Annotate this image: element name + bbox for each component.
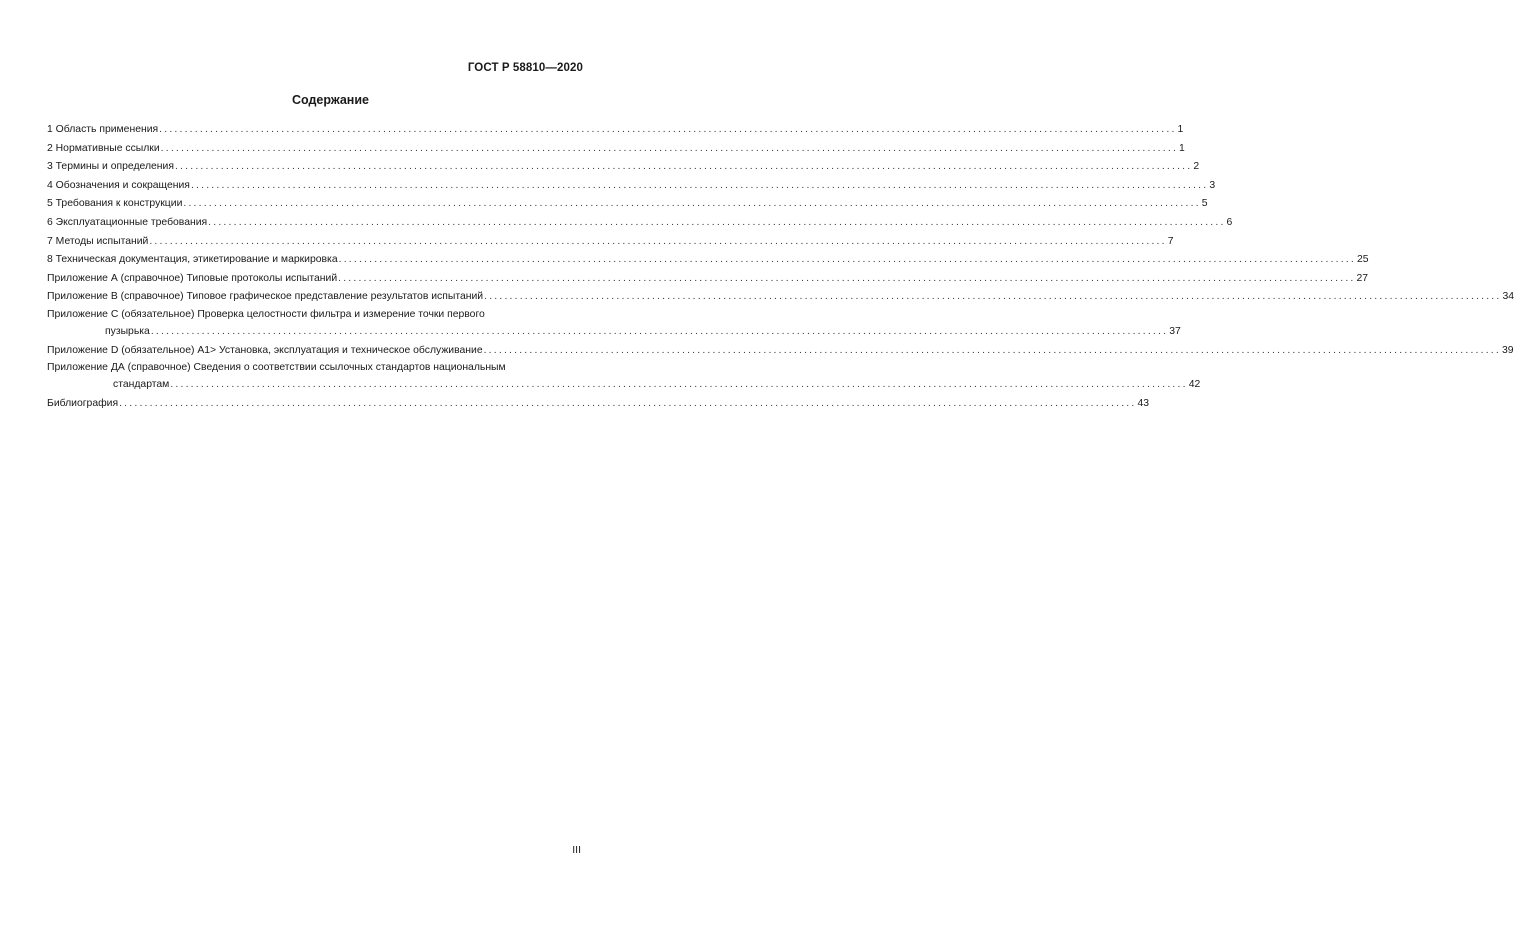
- toc-entry-text: Библиография: [47, 397, 119, 409]
- toc-entry-text: Приложение В (справочное) Типовое графическое представление результатов испытаний: [47, 291, 484, 303]
- leader-dots: ........................................................................................................................................................................................................: [159, 124, 1177, 135]
- toc-entry-text: 1 Область применения: [47, 124, 159, 135]
- toc-entry-page: 25: [1356, 254, 1369, 266]
- leader-dots: ........................................................................................................................................................................................................: [338, 254, 1356, 266]
- toc-entry-text: Приложение ДА (справочное) Сведения о соответствии ссылочных стандартов национальным: [47, 362, 506, 374]
- toc-entry-page: 7: [1167, 235, 1174, 247]
- toc-entry-page: 42: [1188, 379, 1201, 391]
- toc-entry[interactable]: [47, 270, 1369, 289]
- leader-dots: ........................................................................................................................................................................................................: [484, 291, 1502, 303]
- toc-entry[interactable]: [47, 233, 1174, 252]
- toc-entry[interactable]: [47, 214, 1233, 233]
- standard-code: ГОСТ Р 58810—2020: [467, 62, 583, 74]
- toc-entry-text-continued: пузырька: [105, 325, 150, 337]
- leader-dots: ........................................................................................................................................................................................................: [160, 142, 1179, 154]
- leader-dots: ........................................................................................................................................................................................................: [483, 344, 1501, 356]
- leader-dots: ........................................................................................................................................................................................................: [190, 179, 1209, 191]
- toc-entry-text: 2 Нормативные ссылки: [47, 142, 160, 154]
- toc-entry[interactable]: [47, 395, 1150, 414]
- toc-entry-page: 39: [1501, 344, 1514, 356]
- toc-entry[interactable]: [47, 140, 1185, 159]
- toc-entry[interactable]: [47, 177, 1216, 196]
- toc-entry-text: 7 Методы испытаний: [47, 235, 149, 247]
- toc-entry[interactable]: [47, 121, 1184, 140]
- toc-entry-page: 1: [1177, 124, 1184, 135]
- toc-entry-page: 5: [1201, 198, 1208, 210]
- leader-dots: ........................................................................................................................................................................................................: [150, 325, 1169, 337]
- toc-entry-text: 8 Техническая документация, этикетирование и маркировка: [47, 254, 338, 266]
- toc-entry-page: 43: [1137, 397, 1150, 409]
- toc-entry-text: Приложение А (справочное) Типовые протоколы испытаний: [47, 272, 338, 284]
- leader-dots: ........................................................................................................................................................................................................: [208, 216, 1226, 228]
- toc-entry[interactable]: [47, 288, 1514, 307]
- toc-entry-text: 4 Обозначения и сокращения: [47, 179, 190, 191]
- toc-entry-page: 3: [1209, 179, 1216, 191]
- leader-dots: ........................................................................................................................................................................................................: [170, 379, 1188, 391]
- toc-entry[interactable]: [47, 342, 1514, 361]
- leader-dots: ........................................................................................................................................................................................................: [174, 161, 1193, 173]
- toc-entry-text: 5 Требования к конструкции: [47, 198, 183, 210]
- toc-entry-page: 37: [1169, 325, 1181, 337]
- toc-entry-text: 3 Термины и определения: [47, 161, 174, 173]
- toc-entry-page: 27: [1356, 272, 1369, 284]
- table-of-contents: [47, 121, 1514, 413]
- toc-entry-text-continued: стандартам: [113, 379, 170, 391]
- toc-title: Содержание: [291, 93, 369, 107]
- toc-entry[interactable]: [47, 251, 1369, 270]
- toc-entry[interactable]: [47, 158, 1200, 177]
- toc-entry[interactable]: [47, 195, 1208, 214]
- toc-entry[interactable]: [47, 307, 1181, 342]
- leader-dots: ........................................................................................................................................................................................................: [338, 272, 1356, 284]
- toc-entry[interactable]: [47, 360, 1201, 395]
- leader-dots: ........................................................................................................................................................................................................: [119, 397, 1137, 409]
- leader-dots: ........................................................................................................................................................................................................: [149, 235, 1167, 247]
- toc-entry-page: 6: [1226, 216, 1233, 228]
- page-number: III: [572, 844, 581, 856]
- toc-entry-page: 2: [1193, 161, 1200, 173]
- toc-entry-page: 34: [1502, 291, 1514, 303]
- leader-dots: ........................................................................................................................................................................................................: [183, 198, 1201, 210]
- toc-entry-text: 6 Эксплуатационные требования: [47, 216, 208, 228]
- toc-entry-text: Приложение С (обязательное) Проверка целостности фильтра и измерение точки первого: [47, 308, 485, 320]
- toc-entry-text: Приложение D (обязательное) А1> Установка, эксплуатация и техническое обслуживание: [47, 344, 483, 356]
- toc-entry-page: 1: [1179, 142, 1185, 154]
